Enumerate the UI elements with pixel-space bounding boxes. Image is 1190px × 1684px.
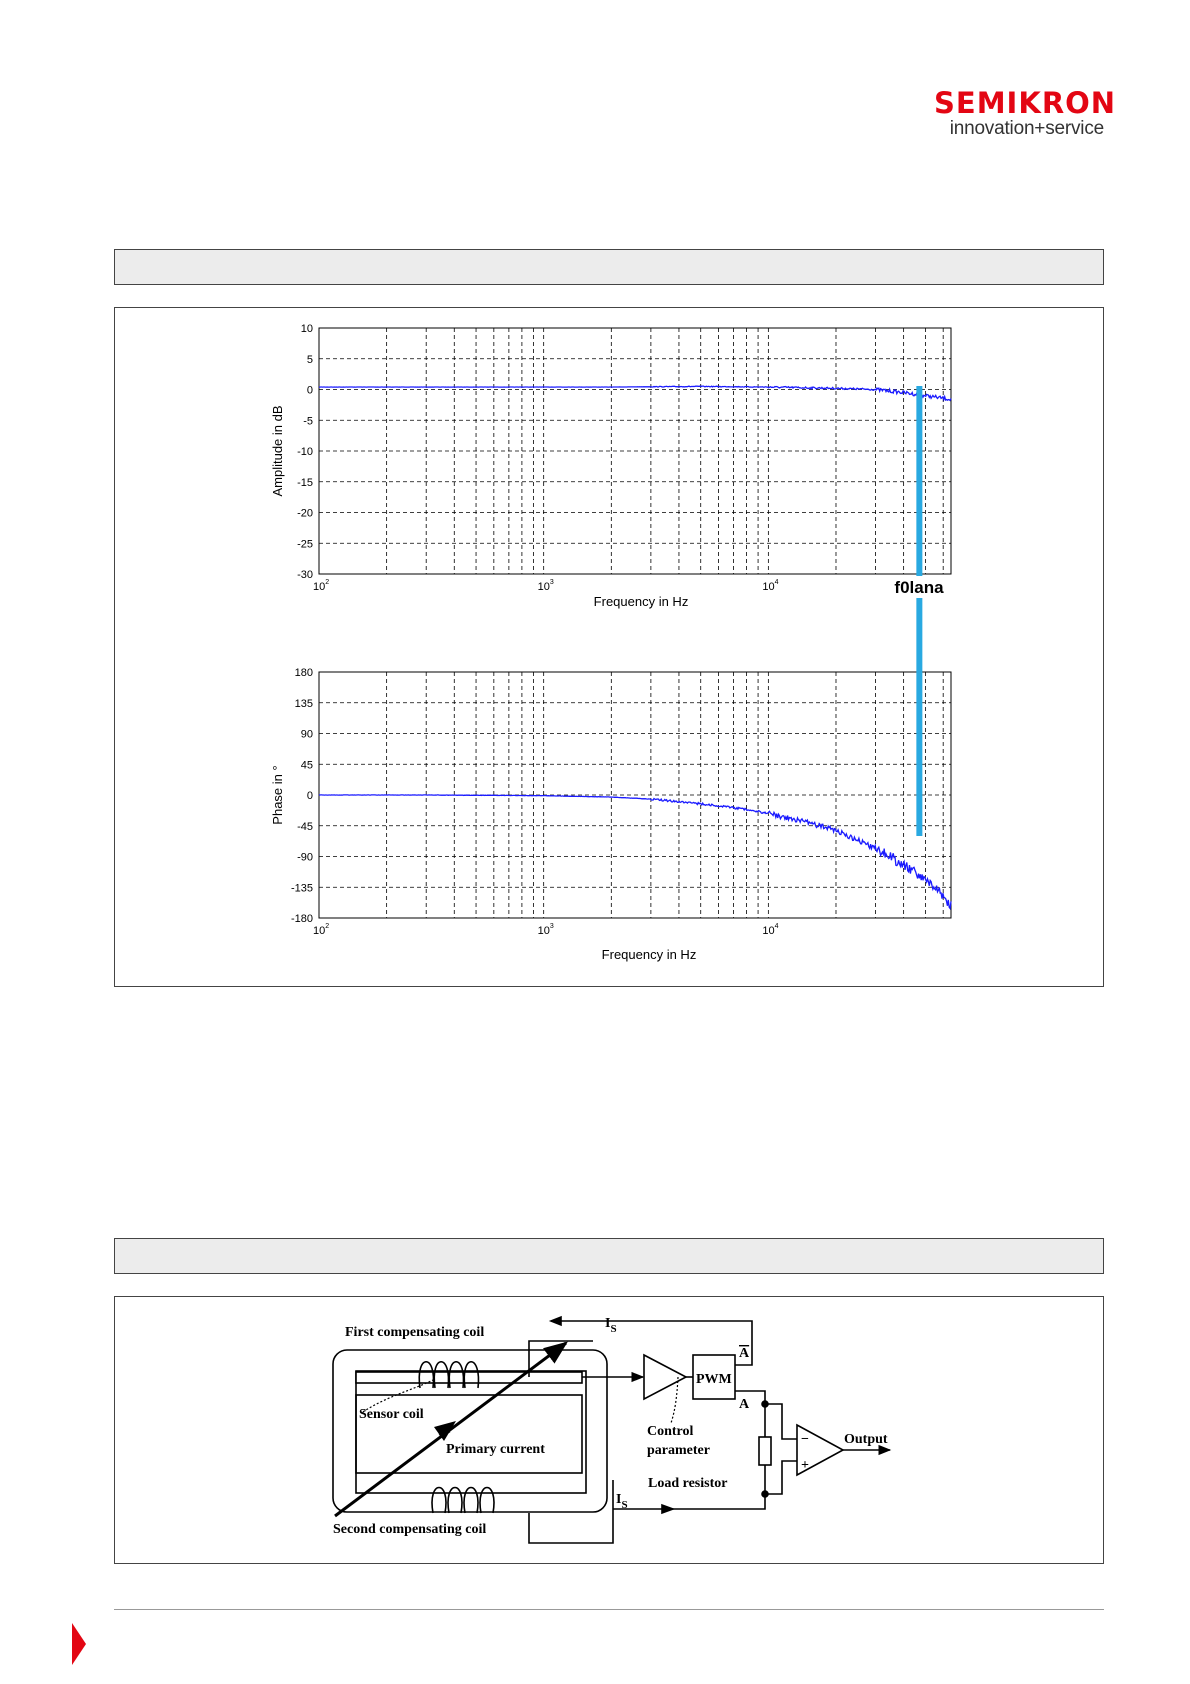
is-return-arrowhead — [662, 1505, 673, 1513]
y-tick-label: 0 — [306, 384, 313, 397]
phase-y-ticks — [291, 667, 313, 925]
amplifier — [644, 1355, 686, 1399]
load-resistor-label: Load resistor — [648, 1476, 728, 1491]
x-tick-label: $10^2$ — [313, 579, 330, 593]
y-tick-label: 45 — [300, 759, 313, 772]
phase-plot — [270, 667, 951, 962]
second-compensating-coil-winding — [432, 1488, 494, 1514]
figure-2-caption-bar — [114, 1238, 1104, 1274]
y-tick-label: -15 — [297, 476, 313, 489]
y-tick-label: -25 — [297, 538, 313, 551]
y-tick-label: 90 — [300, 728, 313, 741]
y-tick-label: 135 — [294, 697, 313, 710]
x-tick-label: $10^4$ — [762, 579, 779, 593]
figure-2-frame — [114, 1296, 1104, 1564]
abar-feedback-arrowhead — [551, 1317, 561, 1325]
y-tick-label: -180 — [290, 913, 313, 925]
amplitude-x-ticks — [313, 579, 779, 593]
y-tick-label: 10 — [300, 323, 313, 335]
first-compensating-coil-label: First compensating coil — [345, 1325, 485, 1340]
is-top-label: $I_S$ — [605, 1316, 617, 1335]
phase-x-label: Frequency in Hz — [601, 947, 697, 962]
phase-x-ticks — [313, 923, 779, 937]
figure-1-caption-bar — [114, 249, 1104, 285]
circuit-diagram — [115, 1297, 1103, 1563]
footer-red-marker — [72, 1623, 86, 1665]
x-tick-label: $10^4$ — [762, 923, 779, 937]
second-compensating-coil-label: Second compensating coil — [333, 1522, 487, 1537]
a-label: A — [739, 1397, 750, 1412]
bode-plot — [115, 308, 1103, 986]
y-tick-label: -20 — [297, 507, 313, 520]
primary-current-label: Primary current — [446, 1442, 545, 1457]
amplitude-x-label: Frequency in Hz — [593, 594, 689, 609]
amplitude-y-ticks — [297, 323, 313, 581]
y-tick-label: 180 — [294, 667, 313, 679]
y-tick-label: -45 — [297, 820, 313, 833]
figure-1-frame — [114, 307, 1104, 987]
company-logo — [934, 86, 1117, 144]
sensor-coil-label: Sensor coil — [359, 1407, 424, 1422]
is-return-line — [613, 1494, 765, 1509]
amplitude-plot — [270, 323, 951, 609]
y-tick-label: -10 — [297, 446, 313, 458]
y-tick-label: -90 — [297, 851, 313, 864]
sensor-bar — [356, 1372, 582, 1383]
is-bottom-label: $I_S$ — [616, 1492, 628, 1511]
opamp-minus-label: − — [801, 1432, 809, 1447]
y-tick-label: -5 — [303, 415, 313, 428]
f0lana-label: f0lana — [894, 578, 944, 597]
junction-top — [762, 1401, 768, 1407]
phase-y-label: Phase in ° — [270, 765, 285, 825]
y-tick-label: 0 — [306, 790, 313, 802]
abar-label: A — [739, 1346, 750, 1361]
x-tick-label: $10^2$ — [313, 923, 330, 937]
opamp-plus-label: + — [801, 1458, 809, 1473]
amplitude-y-label: Amplitude in dB — [270, 405, 285, 497]
y-tick-label: -135 — [290, 882, 313, 895]
logo-wordmark: SEMIKRON — [934, 86, 1117, 120]
y-tick-label: -30 — [297, 569, 313, 581]
x-tick-label: $10^3$ — [537, 579, 554, 593]
footer-rule — [114, 1609, 1104, 1610]
output-label: Output — [844, 1432, 888, 1447]
load-resistor-symbol — [759, 1437, 771, 1465]
x-tick-label: $10^3$ — [537, 923, 554, 937]
control-label: Control — [647, 1424, 694, 1439]
pwm-label: PWM — [696, 1372, 732, 1387]
logo-tagline: innovation+service — [949, 118, 1104, 139]
y-tick-label: 5 — [306, 353, 313, 366]
parameter-label: parameter — [647, 1443, 710, 1458]
